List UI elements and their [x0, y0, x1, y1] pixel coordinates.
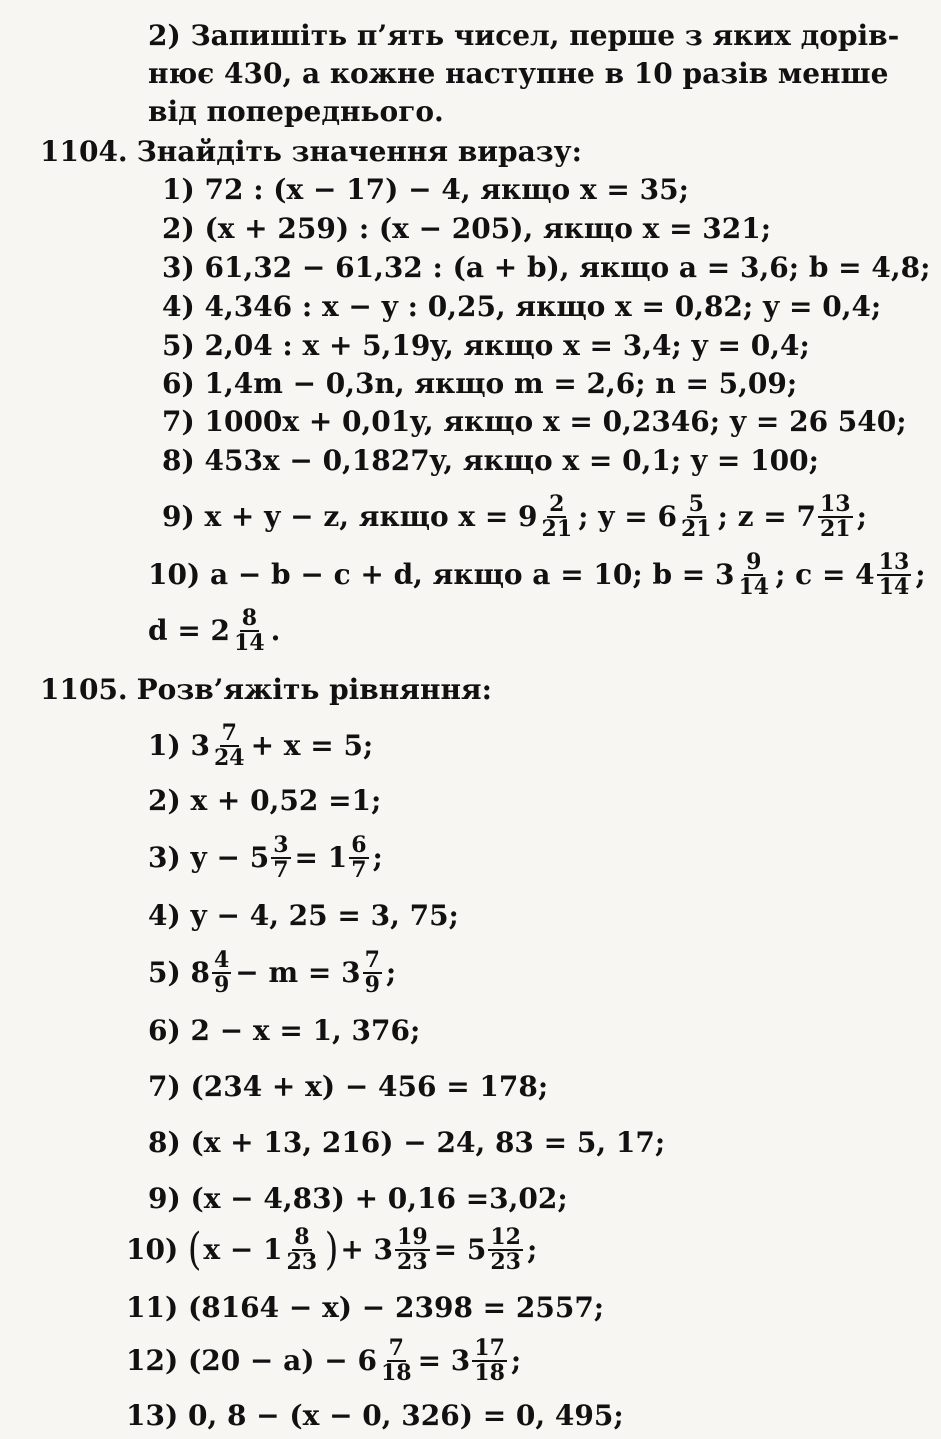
numerator: 5 [688, 491, 704, 517]
denominator: 21 [820, 516, 851, 543]
equation-text: 5) 8 [148, 956, 210, 990]
task-1104-8: 8) 453x − 0,1827y, якщо x = 0,1; y = 100; [162, 444, 819, 477]
task-text: ; [856, 500, 867, 534]
denominator: 7 [273, 857, 289, 884]
task-text: . [270, 614, 281, 648]
equation-text: 3) y − 5 [148, 841, 270, 875]
task-text: d = 2 [148, 614, 231, 648]
exercise-number: 1104. [40, 135, 128, 168]
equation-text: = 3 [417, 1344, 471, 1378]
fraction [212, 722, 247, 770]
numerator: 9 [746, 549, 762, 575]
task-text: ; z = 7 [717, 500, 816, 534]
fraction [363, 949, 382, 997]
equation-1 [148, 722, 373, 770]
numerator: 2 [549, 491, 565, 517]
fraction [472, 1337, 507, 1385]
denominator: 24 [213, 745, 245, 772]
denominator: 21 [541, 516, 573, 543]
intro-line-2: нює 430, а кожне наступне в 10 разів менше [148, 57, 889, 90]
numerator: 17 [474, 1335, 505, 1361]
numerator: 7 [364, 947, 380, 973]
denominator: 18 [474, 1360, 505, 1387]
task-text: ; y = 6 [578, 500, 677, 534]
equation-text: ; [372, 841, 383, 875]
equation-3 [148, 834, 383, 882]
intro-line-3: від попереднього. [148, 95, 444, 128]
equation-12 [126, 1337, 521, 1385]
task-1104-3: 3) 61,32 − 61,32 : (a + b), якщо a = 3,6; b = 4,8; [162, 251, 931, 284]
exercise-number: 1105. [40, 673, 128, 706]
denominator: 21 [680, 516, 712, 543]
numerator: 7 [221, 720, 237, 746]
task-1104-7: 7) 1000x + 0,01y, якщо x = 0,2346; y = 26 540; [162, 405, 907, 438]
numerator: 6 [351, 832, 367, 858]
fraction [349, 834, 368, 882]
denominator: 14 [234, 630, 265, 657]
task-text: ; c = 4 [775, 558, 875, 592]
open-parenthesis: ( [187, 1224, 202, 1276]
equation-11: 11) (8164 − x) − 2398 = 2557; [126, 1291, 605, 1324]
fraction [271, 834, 290, 882]
denominator: 18 [380, 1360, 412, 1387]
numerator: 12 [490, 1224, 521, 1250]
task-1104-2: 2) (x + 259) : (x − 205), якщо x = 321; [162, 212, 772, 245]
exercise-title: Розв’яжіть рівняння: [136, 673, 492, 706]
fraction [285, 1226, 320, 1274]
equation-13: 13) 0, 8 − (x − 0, 326) = 0, 495; [126, 1399, 624, 1432]
numerator: 4 [213, 947, 230, 973]
equation-7: 7) (234 + x) − 456 = 178; [148, 1070, 549, 1103]
denominator: 23 [286, 1249, 318, 1276]
fraction [540, 493, 575, 541]
equation-5 [148, 949, 396, 997]
equation-text: = 1 [294, 841, 348, 875]
equation-text: = 5 [433, 1233, 487, 1267]
numerator: 13 [878, 549, 910, 575]
numerator: 13 [820, 491, 851, 517]
task-1104-6: 6) 1,4m − 0,3n, якщо m = 2,6; n = 5,09; [162, 367, 798, 400]
equation-text: − m = 3 [235, 956, 361, 990]
task-text: 9) x + y − z, якщо x = 9 [162, 500, 538, 534]
equation-text: 10) [126, 1233, 179, 1267]
denominator: 7 [351, 857, 367, 884]
task-1104-1: 1) 72 : (x − 17) − 4, якщо x = 35; [162, 173, 689, 206]
denominator: 23 [397, 1249, 428, 1276]
fraction [679, 493, 714, 541]
task-text: ; [915, 558, 926, 592]
numerator: 7 [388, 1335, 404, 1361]
exercise-title: Знайдіть значення виразу: [136, 135, 582, 168]
denominator: 14 [878, 574, 910, 601]
equation-8: 8) (x + 13, 216) − 24, 83 = 5, 17; [148, 1126, 666, 1159]
equation-text: ; [385, 956, 397, 990]
exercise-1105-header [40, 673, 492, 706]
denominator: 23 [490, 1249, 521, 1276]
equation-2: 2) x + 0,52 =1; [148, 784, 382, 817]
task-1104-4: 4) 4,346 : x − y : 0,25, якщо x = 0,82; y = 0,4; [162, 290, 882, 323]
numerator: 8 [294, 1224, 310, 1250]
denominator: 9 [213, 972, 230, 999]
equation-text: + 3 [340, 1233, 394, 1267]
equation-4: 4) y − 4, 25 = 3, 75; [148, 899, 459, 932]
fraction [488, 1226, 523, 1274]
equation-9: 9) (x − 4,83) + 0,16 =3,02; [148, 1182, 568, 1215]
exercise-1104-header [40, 135, 582, 168]
fraction [395, 1226, 430, 1274]
equation-text: ; [526, 1233, 538, 1267]
task-1104-10-continued [148, 607, 280, 655]
fraction [232, 607, 267, 655]
denominator: 9 [364, 972, 380, 999]
numerator: 8 [241, 605, 257, 631]
intro-line-1: 2) Запишіть п’ять чисел, перше з яких дорів- [148, 19, 900, 52]
equation-10 [126, 1226, 537, 1274]
fraction [818, 493, 853, 541]
denominator: 14 [738, 574, 770, 601]
task-1104-5: 5) 2,04 : x + 5,19y, якщо x = 3,4; y = 0,4; [162, 329, 810, 362]
fraction [736, 551, 771, 599]
numerator: 19 [397, 1224, 428, 1250]
fraction [877, 551, 912, 599]
task-1104-10 [148, 551, 926, 599]
equation-text: 12) (20 − a) − 6 [126, 1344, 377, 1378]
close-parenthesis: ) [324, 1224, 339, 1276]
numerator: 3 [273, 832, 289, 858]
fraction [379, 1337, 414, 1385]
equation-text: + x = 5; [250, 729, 374, 763]
equation-text: x − 1 [203, 1233, 283, 1267]
fraction [212, 949, 231, 997]
task-text: 10) a − b − c + d, якщо a = 10; b = 3 [148, 558, 735, 592]
equation-6: 6) 2 − x = 1, 376; [148, 1014, 421, 1047]
task-1104-9 [162, 493, 867, 541]
equation-text: 1) 3 [148, 729, 210, 763]
equation-text: ; [510, 1344, 522, 1378]
